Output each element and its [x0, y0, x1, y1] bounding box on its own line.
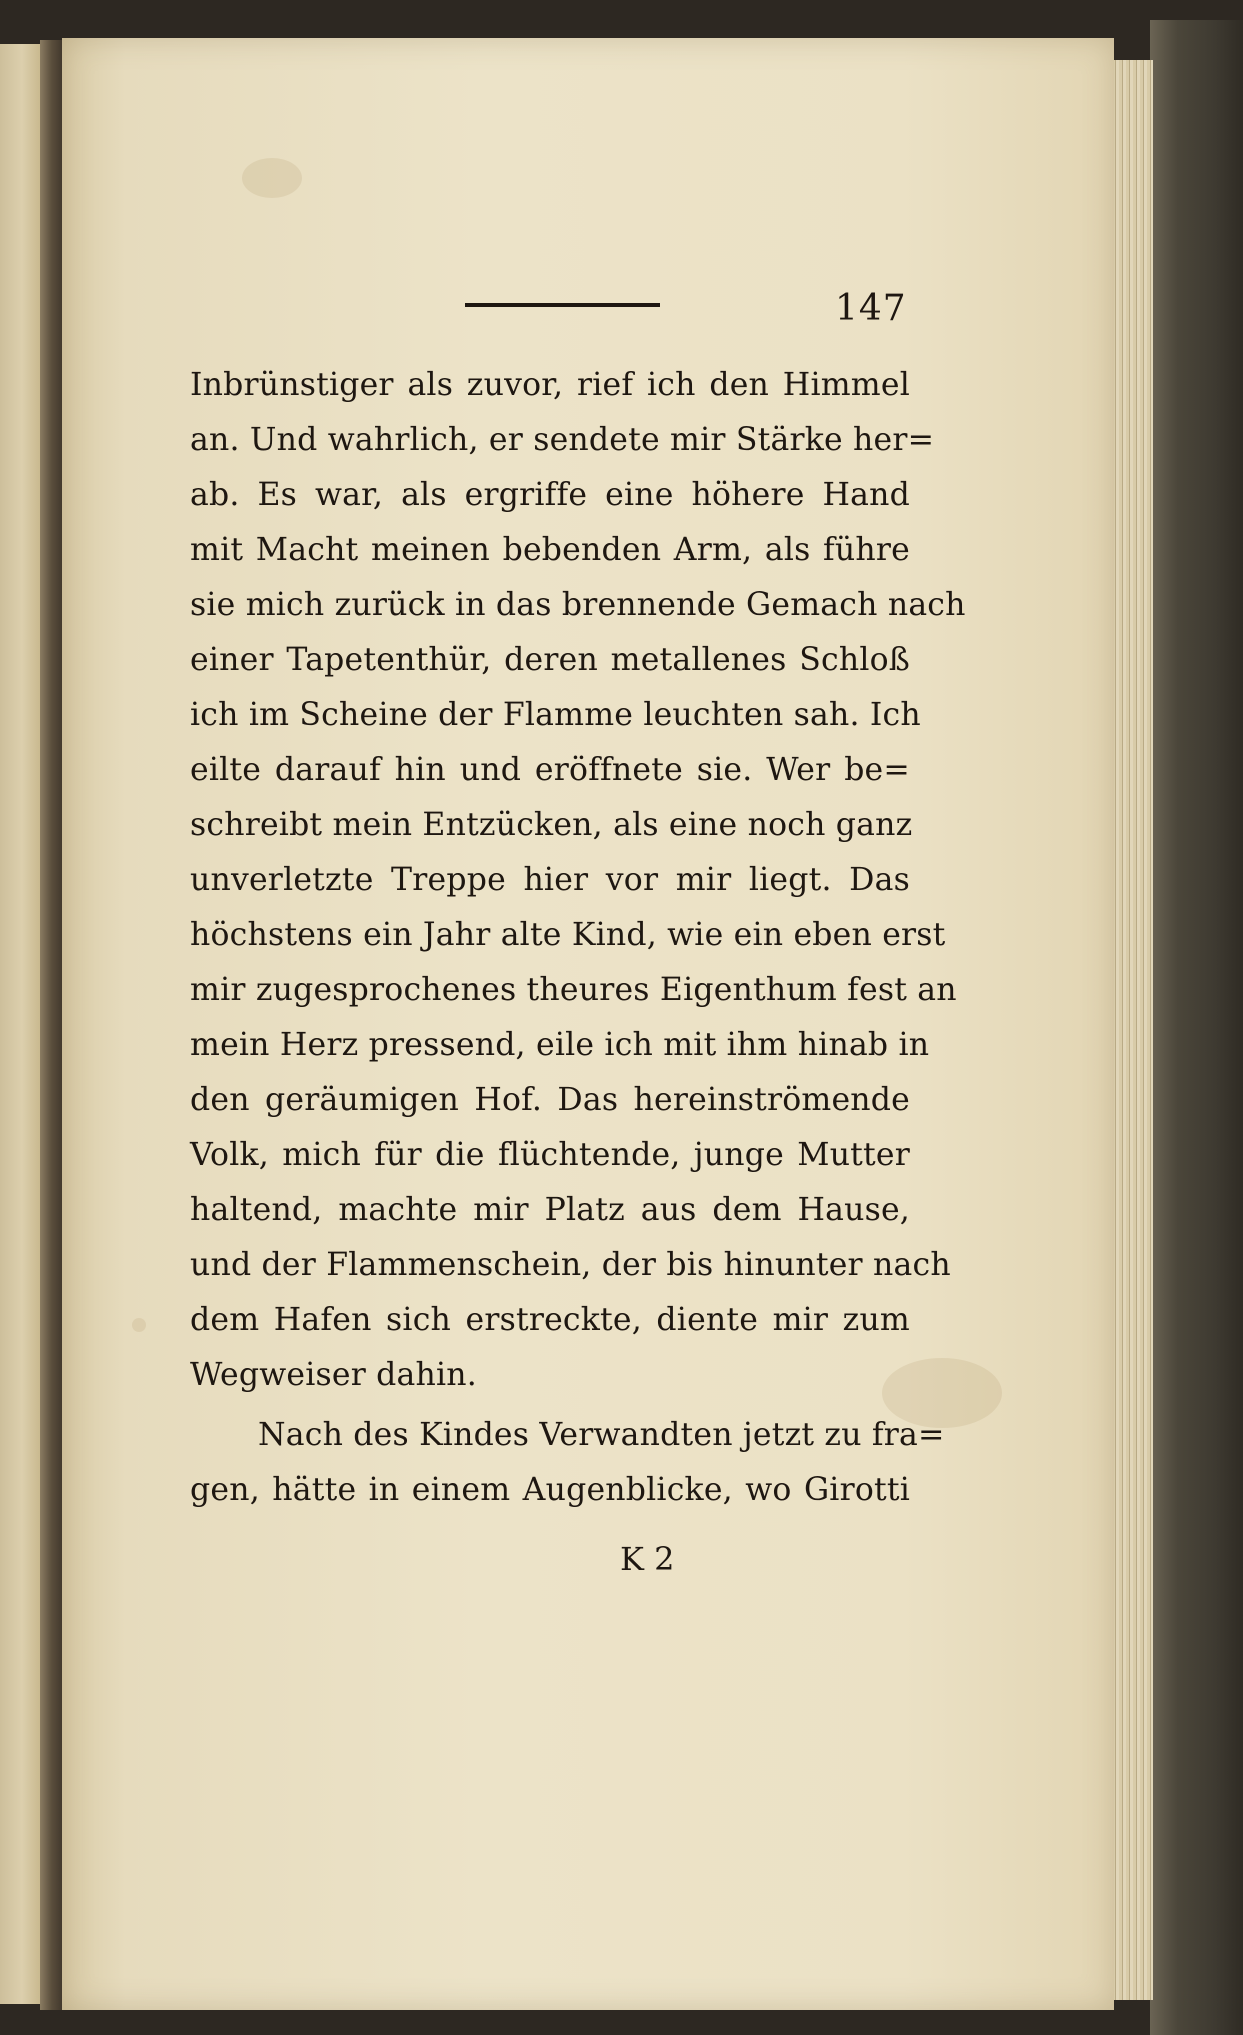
- text-line: Nach des Kindes Verwandten jetzt zu fra=: [258, 1417, 945, 1453]
- foxing-stain: [242, 158, 302, 198]
- text-line: unverletzte Treppe hier vor mir liegt. Das: [190, 862, 910, 898]
- text-line: und der Flammenschein, der bis hinunter nach: [190, 1247, 951, 1283]
- text-line: haltend, machte mir Platz aus dem Hause,: [190, 1192, 910, 1228]
- signature-mark: K 2: [620, 1540, 675, 1578]
- text-line: eilte darauf hin und eröffnete sie. Wer be=: [190, 752, 910, 788]
- text-line: ab. Es war, als ergriffe eine höhere Hand: [190, 477, 910, 513]
- text-line: einer Tapetenthür, deren metallenes Schloß: [190, 642, 910, 678]
- facing-page-edge: [0, 44, 40, 2004]
- text-line: mein Herz pressend, eile ich mit ihm hinab in: [190, 1027, 930, 1063]
- text-line: dem Hafen sich erstreckte, diente mir zum: [190, 1302, 910, 1338]
- text-line: Inbrünstiger als zuvor, rief ich den Himmel: [190, 367, 910, 403]
- foxing-stain: [132, 1318, 146, 1332]
- text-line: an. Und wahrlich, er sendete mir Stärke her=: [190, 422, 935, 458]
- header-rule: [465, 303, 660, 307]
- text-line: mit Macht meinen bebenden Arm, als führe: [190, 532, 910, 568]
- text-line: gen, hätte in einem Augenblicke, wo Girotti: [190, 1472, 910, 1508]
- text-line: sie mich zurück in das brennende Gemach nach: [190, 587, 966, 623]
- text-line: Volk, mich für die flüchtende, junge Mutter: [190, 1137, 910, 1173]
- text-line: schreibt mein Entzücken, als eine noch ganz: [190, 807, 913, 843]
- book-page: [62, 38, 1114, 2010]
- page-number: 147: [835, 288, 907, 329]
- text-line: ich im Scheine der Flamme leuchten sah. Ich: [190, 697, 921, 733]
- text-line: höchstens ein Jahr alte Kind, wie ein eben erst: [190, 917, 946, 953]
- text-line: Wegweiser dahin.: [190, 1357, 477, 1393]
- text-line: mir zugesprochenes theures Eigenthum fest an: [190, 972, 957, 1008]
- book-cover-board: [1150, 20, 1243, 2035]
- text-line: den geräumigen Hof. Das hereinströmende: [190, 1082, 910, 1118]
